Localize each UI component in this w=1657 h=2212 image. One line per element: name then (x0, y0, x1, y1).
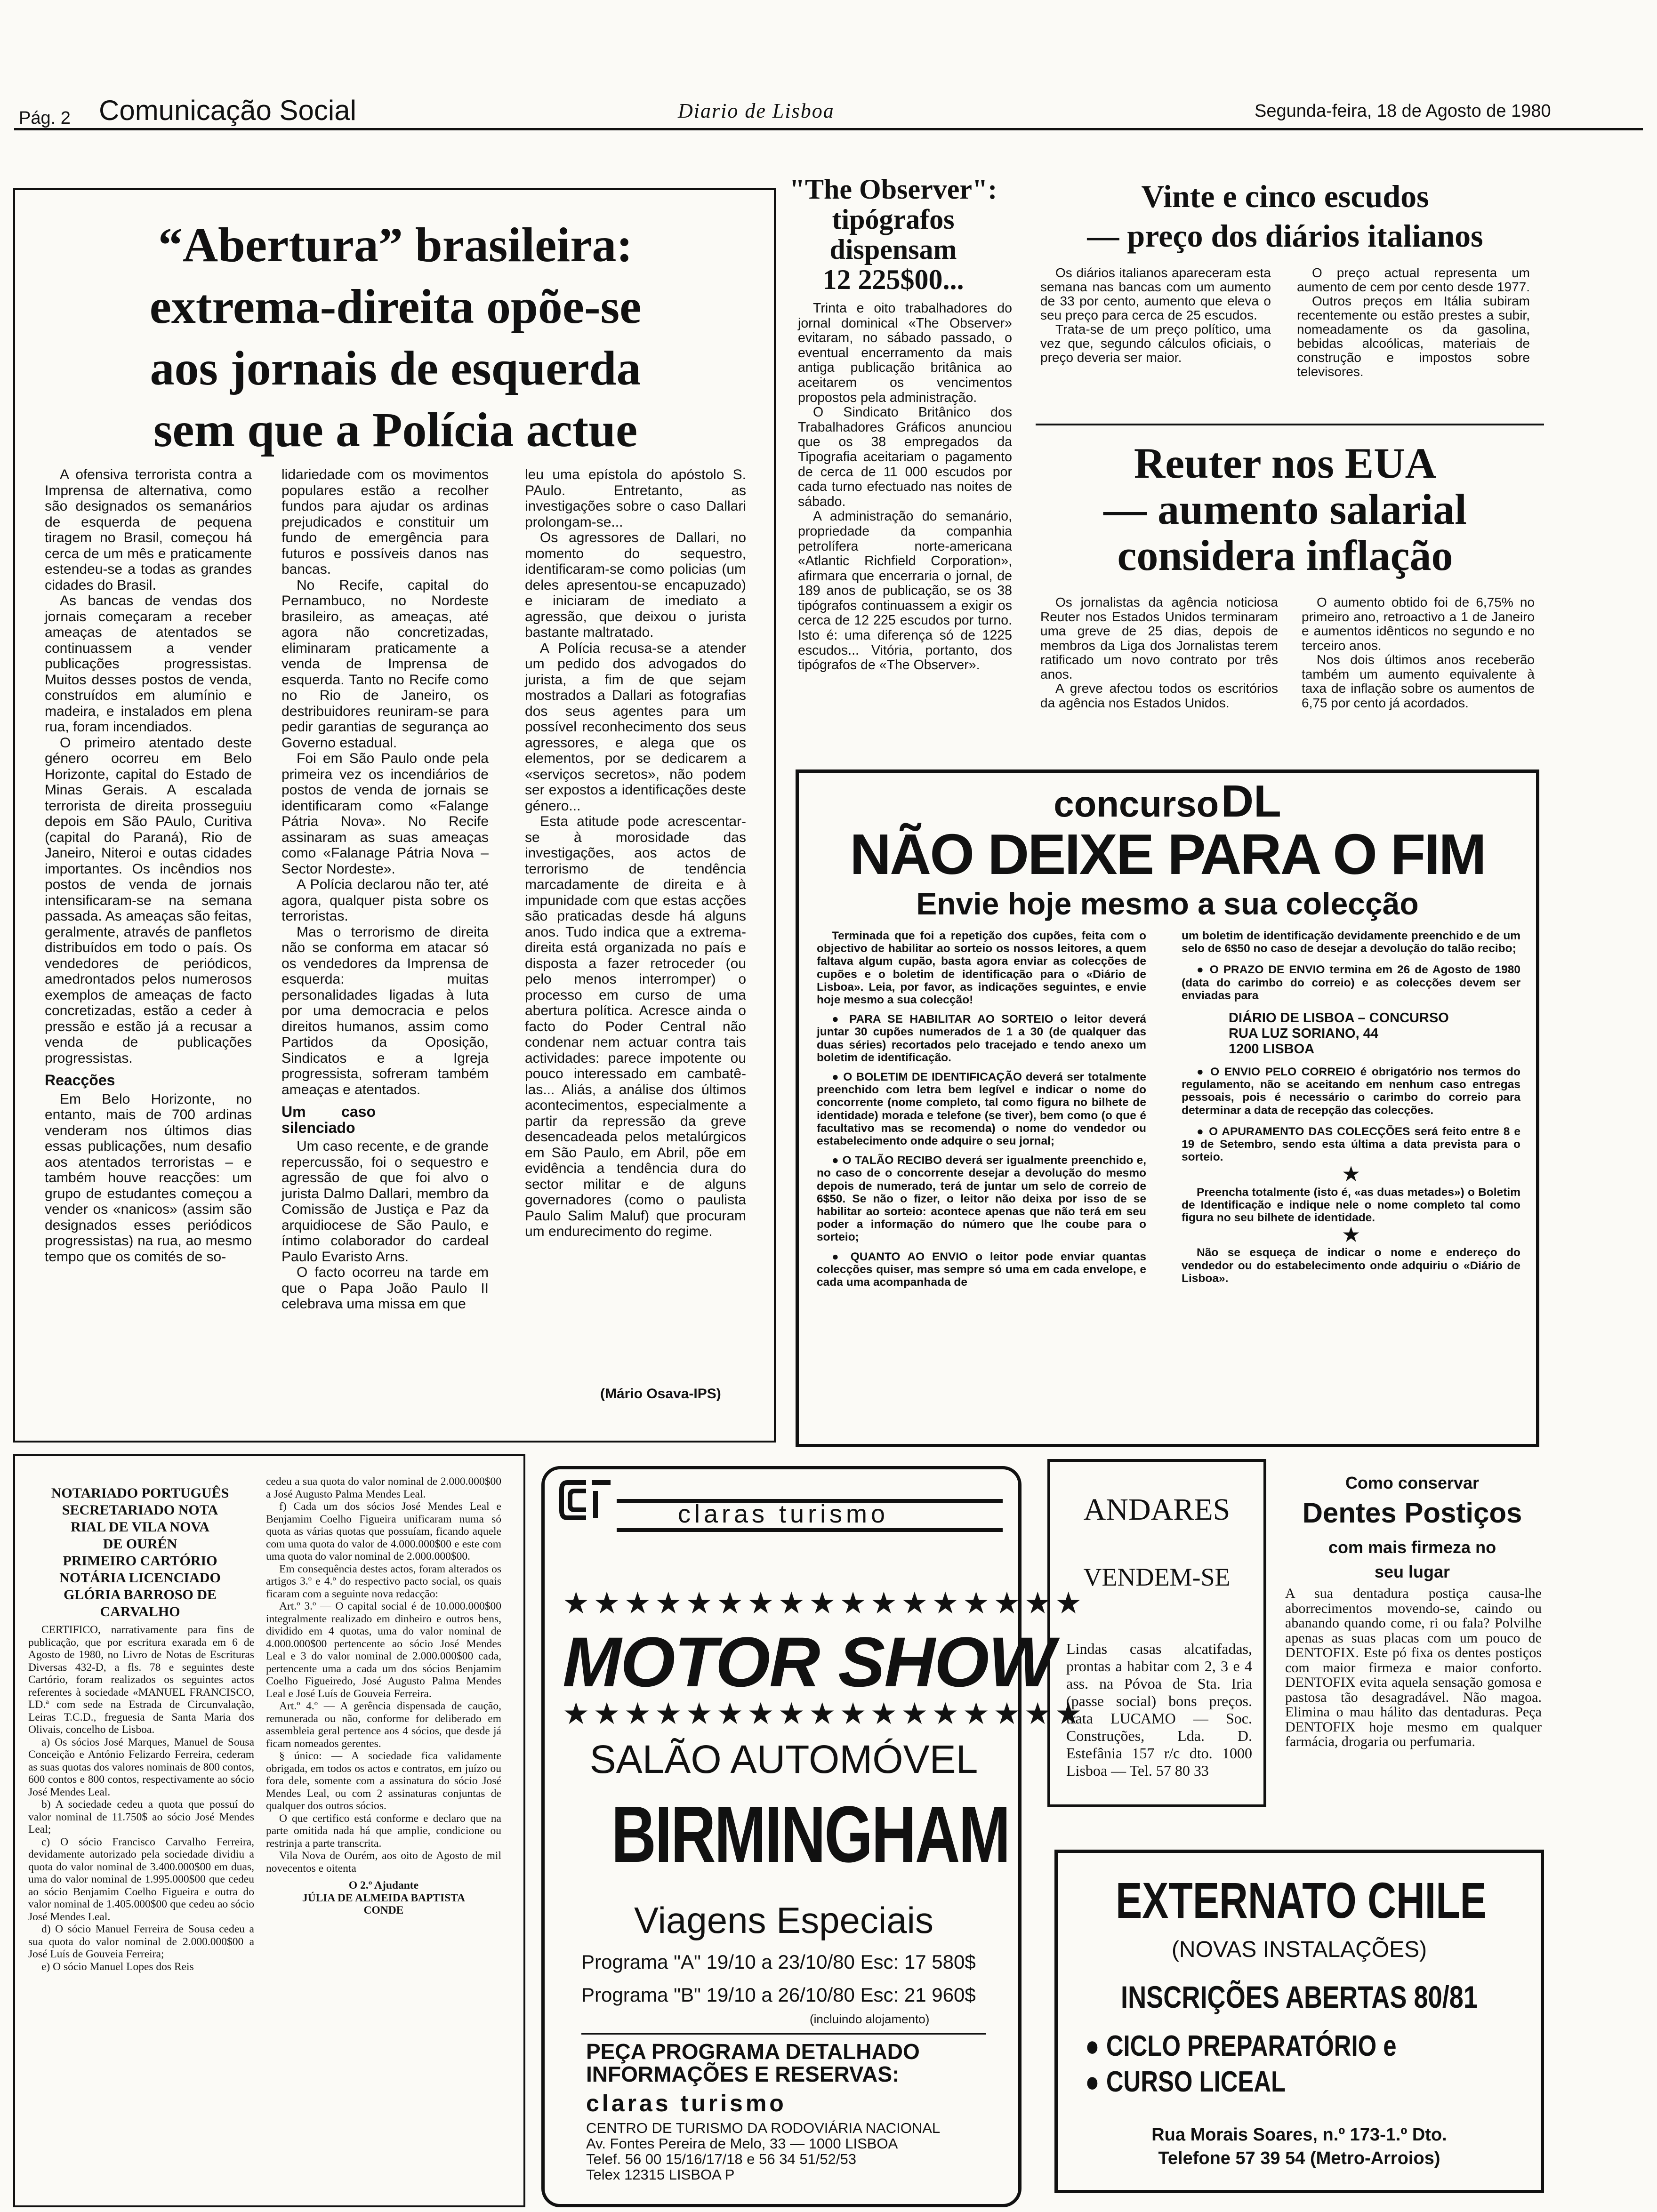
externato-phone: Telefone 57 39 54 (Metro-Arroios) (1158, 2148, 1440, 2168)
lead-headline (28, 214, 763, 461)
signature-line: CONDE (363, 1904, 404, 1916)
andares-title: ANDARES (1083, 1492, 1231, 1527)
address-line: Telex 12315 LISBOA P (586, 2166, 735, 2183)
paragraph: b) A sociedade cedeu a quota que possuí do valor nominal de 11.750$ ao sócio José Mendes Leal; (28, 1798, 254, 1835)
header-line: NOTARIADO PORTUGUÊS (51, 1485, 229, 1501)
claras-address (586, 2120, 940, 2182)
page-number: Pág. 2 (19, 108, 71, 128)
paragraph: e) O sócio Manuel Lopes dos Reis (41, 1960, 194, 1973)
paragraph: A administração do semanário, propriedade da companhia petrolífera norte-americana «Atlantic Richfield Corporation», afirmara que encerraria o jornal, de 189 anos de publicação, se os 38 tipógrafos continuassem a exigir os cerca de 12 225 escudos por turno. Isto é: uma diferença só de 1225 escudos... Vitória, portanto, dos tipógrafos de «The Observer». (798, 509, 1012, 673)
cta-line: INFORMAÇÕES E RESERVAS: (586, 2062, 900, 2086)
paragraph: Os agressores de Dallari, no momento do sequestro, identificaram-se como policias (um deles apresentou-se encapuzado) e iniciaram de imediato a agressão, que deixou o jurista bastante maltratado. (525, 530, 746, 640)
paragraph: Vila Nova de Ourém, aos oito de Agosto de mil novecentos e oitenta (266, 1850, 501, 1875)
dentofix-kicker: Como conservar (1345, 1473, 1480, 1492)
reuter-headline (1031, 440, 1539, 578)
header-line: PRIMEIRO CARTÓRIO (63, 1553, 217, 1569)
address-line: Av. Fontes Pereira de Melo, 33 — 1000 LISBOA (586, 2135, 898, 2152)
claras-brand-text: claras turismo (678, 1500, 889, 1528)
newspaper-title: Diario de Lisboa (678, 99, 835, 122)
paragraph: Art.º 3.º — O capital social é de 10.000.000$00 integralmente realizado em dinheiro e outros bens, dividido em 4 quotas, uma do valor nominal de 4.000.000$00 pertencente ao sócio José Mendes Leal e 3 do valor nominal de 2.000.000$00 cada, pertencente uma a cada um dos sócios Benjamim Coelho Figueiredo, José Augusto Palma Mendes Leal e José Luís de Gouveia Ferreira. (266, 1600, 501, 1700)
paragraph: A greve afectou todos os escritórios da agência nos Estados Unidos. (1040, 681, 1278, 710)
headline-line: Reuter nos EUA (1134, 439, 1437, 487)
paragraph: O aumento obtido foi de 6,75% no primeiro ano, retroactivo a 1 de Janeiro e aumentos idênticos no segundo e no terceiro anos. (1302, 595, 1535, 653)
paragraph: Não se esqueça de indicar o nome e endereço do vendedor ou do estabelecimento onde adquiriu o «Diário de Lisboa». (1182, 1246, 1520, 1285)
italia-column-1 (1040, 266, 1271, 365)
observer-body (798, 301, 1012, 673)
subheading: Um caso silenciado (282, 1103, 376, 1136)
address-line: CENTRO DE TURISMO DA RODOVIÁRIA NACIONAL (586, 2120, 941, 2136)
headline-line: "The Observer": (789, 174, 997, 205)
paragraph: Art.º 4.º — A gerência dispensada de caução, remunerada ou não, conforme for deliberado em assembleia geral pertence aos 4 sócios, que desde já ficam nomeados gerentes. (266, 1700, 501, 1750)
paragraph: Trata-se de um preço político, uma vez que, segundo cálculos oficiais, o preço deveria ser maior. (1040, 322, 1271, 365)
notariado-signature (266, 1879, 501, 1917)
headline-line: sem que a Polícia actue (153, 403, 638, 457)
dentofix-sub (1280, 1535, 1544, 1584)
claras-brand-small: claras turismo (586, 2090, 787, 2116)
paragraph: ● QUANTO AO ENVIO o leitor pode enviar quantas colecções quiser, mas sempre só uma em cada envelope, e cada uma acompanhada de (817, 1250, 1146, 1289)
lead-column-1 (45, 467, 252, 1265)
paragraph: c) O sócio Francisco Carvalho Ferreira, devidamente autorizado pela sociedade dividiu a quota do valor nominal de 3.400.000$00 em duas, uma do valor nominal de 1.995.000$00 que cedeu ao sócio Benjamim Coelho Figueira e outra do valor nominal de 1.405.000$00 que cedeu ao sócio José Mendes Leal. (28, 1835, 254, 1923)
lead-column-3 (525, 467, 746, 1240)
andares-body: Lindas casas alcatifadas, prontas a habitar com 2, 3 e 4 ass. na Póvoa de Sta. Iria (passe social) bons preços. trata LUCAMO — Soc. Construções, Lda. D. Estefânia 157 r/c dto. 1000 Lisboa — Tel. 57 80 33 (1066, 1640, 1252, 1779)
dentofix-title: Dentes Postiços (1302, 1497, 1522, 1529)
concurso-column-2 (1182, 930, 1520, 1285)
paragraph: O facto ocorreu na tarde em que o Papa João Paulo II celebrava uma missa em que (282, 1265, 489, 1312)
concurso-address (1229, 1010, 1520, 1057)
star-icon: ★ (1343, 1164, 1359, 1185)
list-item: ● CICLO PREPARATÓRIO e (1085, 2030, 1397, 2062)
list-item: ● CURSO LICEAL (1085, 2066, 1286, 2098)
headline-line: aos jornais de esquerda (150, 341, 641, 395)
concurso-headline: NÃO DEIXE PARA O FIM (850, 822, 1485, 886)
paragraph: cedeu a sua quota do valor nominal de 2.000.000$00 a José Augusto Palma Mendes Leal. (266, 1475, 501, 1500)
paragraph: O Sindicato Britânico dos Trabalhadores Gráficos anunciou que os 38 empregados da Tipografia aceitariam o pagamento de cerca de 11 000 escudos por cada turno efectuado nas noites de sábado. (798, 405, 1012, 509)
signature-line: JÚLIA DE ALMEIDA BAPTISTA (302, 1891, 466, 1904)
paragraph: ● O ENVIO PELO CORREIO é obrigatório nos termos do regulamento, não se aceitando em nenhum caso entregas pessoais, pois é necessário o carimbo do correio para determinar a data de recepção das colecções. (1182, 1066, 1520, 1117)
paragraph: ● PARA SE HABILITAR AO SORTEIO o leitor deverá juntar 30 cupões numerados de 1 a 30 (de qualquer das duas séries) recortados pelo tracejado e tendo anexo um boletim de identificação. (817, 1013, 1146, 1064)
notariado-header (28, 1485, 252, 1620)
programa-b: Programa "B" 19/10 a 26/10/80 Esc: 21 960$ (581, 1984, 976, 2006)
address-line: Telef. 56 00 15/16/17/18 e 56 34 51/52/53 (586, 2151, 856, 2167)
claras-logo-icon (558, 1478, 614, 1523)
paragraph: Nos dois últimos anos receberão também um aumento equivalente à taxa de inflação sobre os aumentos de 6,75 por cento já acordados. (1302, 652, 1535, 710)
masthead-rule (14, 128, 1643, 130)
header-line: GLÓRIA BARROSO DE (63, 1587, 217, 1603)
reuter-column-2 (1302, 595, 1535, 710)
paragraph: Mas o terrorismo de direita não se conforma em atacar só os vendedores da Imprensa de esquerda: muitas personalidades ligadas à luta por uma democracia e pelos direitos humanos, assim como Partidos da Oposição, Sindicatos e a Igreja progressista, sofreram também ameaças e atentados. (282, 924, 489, 1098)
headline-line: dispensam (829, 234, 957, 265)
headline-line: tipógrafos (832, 204, 955, 235)
reuter-column-1 (1040, 595, 1278, 710)
headline-line: “Abertura” brasileira: (158, 218, 633, 272)
claras-divider (581, 2033, 986, 2035)
header-line: DE OURÉN (103, 1536, 177, 1552)
headline-line: extrema-direita opõe-se (149, 280, 642, 334)
claras-cta (586, 2040, 920, 2085)
star-icon: ★ (1343, 1225, 1359, 1246)
paragraph: A ofensiva terrorista contra a Imprensa de alternativa, como são designados os semanários de esquerda de pequena tiragem no Brasil, começou há cerca de um mês e praticamente estendeu-se a todas as grandes cidades do Brasil. (45, 467, 252, 593)
andares-subtitle: VENDEM-SE (1083, 1563, 1231, 1591)
paragraph: § único: — A sociedade fica validamente obrigada, em todos os actos e contratos, em juízo ou fora dele, somente com a assinatura do sócio José Mendes Leal, ou com 2 assinaturas conjuntas de qualquer dos outros sócios. (266, 1750, 501, 1812)
paragraph: O que certifico está conforme e declaro que na parte omitida nada há que amplie, condicione ou restrinja a parte transcrita. (266, 1812, 501, 1850)
concurso-title (800, 776, 1535, 827)
concurso-dl: DL (1221, 776, 1281, 826)
header-line: RIAL DE VILA NOVA (71, 1519, 209, 1535)
paragraph: Em Belo Horizonte, no entanto, mais de 700 ardinas venderam nos últimos dias essas publicações, num desafio aos atentados terroristas – e também houve reacções: um grupo de estudantes começou a vender os «nanicos» (assim são designados esses periódicos progressistas) na rua, ao mesmo tempo que os comités de so- (45, 1091, 252, 1265)
observer-headline (765, 174, 1022, 295)
italia-divider (1036, 424, 1544, 425)
paragraph: Terminada que foi a repetição dos cupões, feita com o objectivo de habilitar ao sorteio os nossos leitores, a quem faltava algum cupão, basta agora enviar as colecções de cupões e o boletim de identificação para o «Diário de Lisboa». Leia, por favor, as indicações seguintes, e envie hoje mesmo a sua colecção! (817, 930, 1146, 1007)
subheading: Reacções (45, 1072, 115, 1089)
paragraph: lidariedade com os movimentos populares estão a recolher fundos para ajudar os ardinas prejudicados e constituir um fundo de emergência para futuros e possíveis danos nas bancas. (282, 467, 489, 577)
paragraph: Os diários italianos apareceram esta semana nas bancas com um aumento de 33 por cento, aumento que eleva o seu preço para cerca de 25 escudos. (1040, 265, 1271, 322)
paragraph: f) Cada um dos sócios José Mendes Leal e Benjamim Coelho Figueira unificaram numa só quota as várias quotas que possuíam, ficando aquele com uma quota do valor de 4.000.000$00 e este com uma quota do valor nominal de 2.000.000$00. (266, 1500, 501, 1563)
paragraph: ● O APURAMENTO DAS COLECÇÕES será feito entre 8 e 19 de Setembro, sendo esta última a data prevista para o sorteio. (1182, 1125, 1520, 1164)
paragraph: a) Os sócios José Marques, Manuel de Sousa Conceição e António Felizardo Ferreira, cederam as suas quotas dos valores nominais de 800 contos, 600 contos e 800 contos, respectivamente ao sócio José Mendes Leal. (28, 1736, 254, 1798)
headline-line: 12 225$00... (822, 264, 964, 295)
issue-date: Segunda-feira, 18 de Agosto de 1980 (1255, 101, 1551, 121)
birmingham-title: BIRMINGHAM (611, 1790, 1009, 1879)
paragraph: um boletim de identificação devidamente preenchido e de um selo de 6$50 no caso de desejar a devolução do talão recibo; (1182, 930, 1520, 955)
incluindo-alojamento: (incluindo alojamento) (810, 2012, 930, 2026)
concurso-label: concurso (1054, 783, 1219, 825)
paragraph: ● O BOLETIM DE IDENTIFICAÇÃO deverá ser totalmente preenchido com letra bem legível e indicar o nome do concorrente (nome completo, tal como figura no bilhete de identidade) morada e telefone (se tiver), bem como (o que é facultativo mas se recomenda) o nome do vendedor ou estabelecimento onde adquire o seu jornal; (817, 1071, 1146, 1148)
paragraph: A Polícia recusa-se a atender um pedido dos advogados do jurista, a fim de que sejam mostrados a Dallari as fotografias dos seus agentes para um possível reconhecimento dos seus agressores, e alega que os elementos, por se dedicarem a «serviços secretos», não podem ser expostos a identificações deste género... (525, 640, 746, 814)
paragraph: A Polícia declarou não ter, até agora, qualquer pista sobre os terroristas. (282, 877, 489, 924)
headline-line: — aumento salarial (1103, 485, 1467, 533)
paragraph: Preencha totalmente (isto é, «as duas metades») o Boletim de Identificação e indique nele o nome completo tal como figura no seu bilhete de identidade. (1182, 1186, 1520, 1225)
header-line: SECRETARIADO NOTA (62, 1502, 218, 1518)
italia-headline (1031, 176, 1539, 256)
externato-title: EXTERNATO CHILE (1116, 1872, 1487, 1929)
header-line: CARVALHO (100, 1604, 180, 1619)
paragraph: Os jornalistas da agência noticiosa Reuter nos Estados Unidos terminaram uma greve de 25 dias, depois de membros da Liga dos Jornalistas terem ratificado um novo contrato por três anos. (1040, 595, 1278, 681)
motor-show-title: MOTOR SHOW (563, 1622, 1054, 1701)
sub-line: seu lugar (1374, 1562, 1450, 1581)
headline-line: Vinte e cinco escudos (1141, 178, 1429, 214)
italia-column-2 (1297, 266, 1530, 379)
viagens-especiais: Viagens Especiais (634, 1899, 933, 1941)
address-line: RUA LUZ SORIANO, 44 (1229, 1026, 1378, 1042)
paragraph: Esta atitude pode acrescentar-se à morosidade das investigações, aos actos de terrorismo de tendência marcadamente de direita e à impunidade com que estas acções são praticadas desde há alguns anos. Tudo indica que a extrema-direita está organizada no país e disposta a fazer retroceder (ou pelo menos interromper) o processo em curso de uma abertura política. Acresce ainda o facto do Poder Central não condenar nem actuar contra tais actividades: parece impotente ou pouco interessado em cambatê-las... Aliás, a análise dos últimos acontecimentos, especialmente a partir da repressão da greve desencadeada pelos metalúrgicos em São Paulo, em Abril, põe em evidência a tendência dura do sector militar e de alguns governadores (como o paulista Paulo Salim Maluf) que procuram um endurecimento do regime. (525, 814, 746, 1239)
paragraph: ● O TALÃO RECIBO deverá ser igualmente preenchido e, no caso de o concorrente desejar a devolução do mesmo depois de numerado, terá de juntar um selo de correio de 6$50. Se não o fizer, o leitor não deixa por isso de se habilitar ao sorteio: acontece apenas que não terá em seu poder a informação do número que lhe coube para o sorteio; (817, 1154, 1146, 1244)
header-line: NOTÁRIA LICENCIADO (59, 1570, 221, 1586)
paragraph: CERTIFICO, narrativamente para fins de publicação, que por escritura exarada em 6 de Agosto de 1980, no Livro de Notas de Escrituras Diversas 432-D, a fls. 78 e seguintes deste Cartório, foram realizados os seguintes actos referentes à sociedade «MANUEL FRANCISCO, LD.ª com sede na Estrada de Circunvalação, Leiras T.C.D., freguesia de Santa Maria dos Olivais, concelho de Lisboa. (28, 1624, 254, 1736)
externato-inscricoes: INSCRIÇÕES ABERTAS 80/81 (1121, 1980, 1478, 2014)
section-title: Comunicação Social (99, 95, 356, 126)
paragraph: leu uma epístola do apóstolo S. PAulo. Entretanto, as investigações sobre o caso Dallari prolongam-se... (525, 467, 746, 530)
paragraph: Em consequência destes actos, foram alterados os artigos 3.º e 4.º do respectivo pacto social, os quais ficaram com a seguinte nova redacção: (266, 1563, 501, 1600)
notariado-column-1 (28, 1624, 254, 1973)
address-line: 1200 LISBOA (1229, 1042, 1315, 1057)
externato-sub: (NOVAS INSTALAÇÕES) (1171, 1937, 1427, 1962)
concurso-subhead: Envie hoje mesmo a sua colecção (916, 886, 1419, 921)
stars-bottom: ★★★★★★★★★★★★★★★★★ (563, 1697, 1086, 1731)
concurso-column-1 (817, 930, 1146, 1289)
paragraph: O preço actual representa um aumento de cem por cento desde 1977. (1297, 265, 1530, 294)
sub-line: com mais firmeza no (1328, 1538, 1496, 1557)
byline: (Mário Osava-IPS) (600, 1386, 721, 1402)
dentofix-body: A sua dentadura postiça causa-lhe aborrecimentos movendo-se, caindo ou abanando quando come, ri ou fala? Polvilhe apenas as suas placas com um pouco de DENTOFIX. Este pó fixa os dentes postiços com maior firmeza e maior conforto. DENTOFIX evita aquela sensação gomosa e pastosa tão desagradável. Não magoa. Elimina o mau hálito das dentaduras. Peça DENTOFIX hoje mesmo em qualquer farmácia, drogaria ou perfumaria. (1285, 1586, 1542, 1749)
cta-line: PEÇA PROGRAMA DETALHADO (586, 2039, 920, 2064)
externato-address: Rua Morais Soares, n.º 173-1.º Dto. (1151, 2125, 1447, 2145)
paragraph: Um caso recente, e de grande repercussão, foi o sequestro e agressão de que foi alvo o jurista Dalmo Dallari, membro da Comissão de Justiça e Paz da arquidiocese de São Paulo, e íntimo colaborador do cardeal Paulo Evaristo Arns. (282, 1138, 489, 1265)
paragraph: Trinta e oito trabalhadores do jornal dominical «The Observer» evitaram, no sábado passado, o eventual encerramento da mais antiga publicação britânica ao aceitarem os vencimentos propostos pela administração. (798, 301, 1012, 405)
address-line: DIÁRIO DE LISBOA – CONCURSO (1229, 1010, 1449, 1026)
paragraph: ● O PRAZO DE ENVIO termina em 26 de Agosto de 1980 (data do carimbo do correio) e as colecções devem ser enviadas para (1182, 963, 1520, 1002)
paragraph: d) O sócio Manuel Ferreira de Sousa cedeu a sua quota do valor nominal de 2.000.000$00 a José Luís de Gouveia Ferreira; (28, 1923, 254, 1960)
paragraph: O primeiro atentado deste género ocorreu em Belo Horizonte, capital do Estado de Minas Gerais. A escalada terrorista de direita prosseguiu depois em São PAulo, Curitiva (capital do Paraná), Rio de Janeiro, Niteroi e outas cidades importantes. Os incêndios nos postos de venda de jornais intensificaram-se na semana passada. As ameaças são feitas, geralmente, através de panfletos distribuídos em todo o país. Os vendedores de periódicos, amedrontados pelos numerosos exemplos de ameaças de facto concretizadas, estão a ceder à pressão e estão já a recusar a venda de publicações progressistas. (45, 735, 252, 1066)
paragraph: Foi em São Paulo onde pela primeira vez os incendiários de postos de venda de jornais se identificaram como «Falange Pátria Nova». No Recife assinaram as suas ameaças como «Falanage Pátria Nova – Sector Nordeste». (282, 751, 489, 877)
paragraph: No Recife, capital do Pernambuco, no Nordeste brasileiro, as ameaças, até agora não concretizadas, eliminaram praticamente a venda de Imprensa de esquerda. Tanto no Recife como no Rio de Janeiro, os destribuidores reuniram-se para pedir garantias de segurança ao Governo estadual. (282, 577, 489, 751)
externato-items (1085, 2028, 1397, 2100)
lead-column-2 (282, 467, 489, 1312)
paragraph: Outros preços em Itália subiram recentemente ou estão prestes a subir, nomeadamente os da gasolina, bebidas alcoólicas, materiais de construção e impostos sobre televisores. (1297, 294, 1530, 379)
paragraph: As bancas de vendas dos jornais começaram a receber ameaças de atentados se continuassem a vender publicações progressistas. Muitos desses postos de venda, construídos em alumínio e madeira, e instalados em plena rua, foram incendiados. (45, 593, 252, 735)
notariado-column-2 (266, 1475, 501, 1917)
stars-top: ★★★★★★★★★★★★★★★★★ (563, 1587, 1086, 1620)
salao-automovel: SALÃO AUTOMÓVEL (589, 1737, 978, 1781)
headline-line: considera inflação (1117, 531, 1453, 579)
programa-a: Programa "A" 19/10 a 23/10/80 Esc: 17 580$ (581, 1951, 976, 1973)
headline-line: — preço dos diários italianos (1087, 218, 1483, 254)
signature-line: O 2.º Ajudante (348, 1879, 419, 1891)
